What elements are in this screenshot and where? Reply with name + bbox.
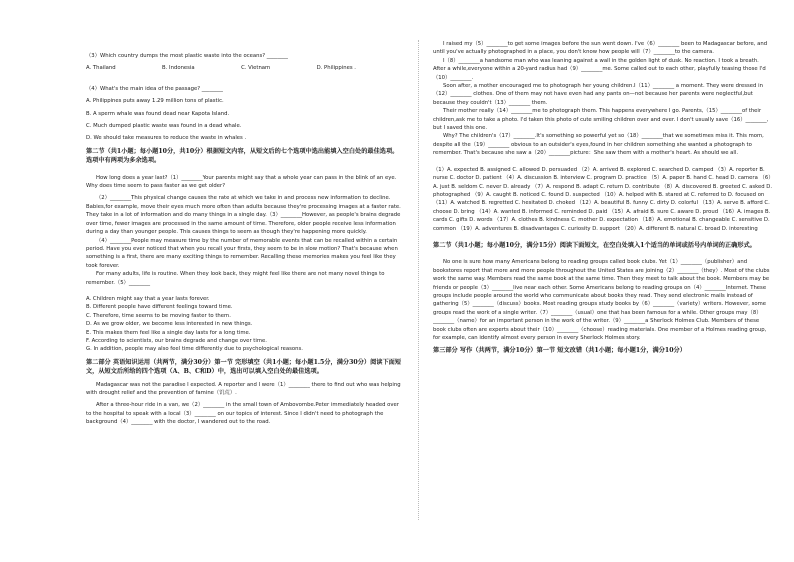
cloze-paragraph-3: I raised my（5）________to get some images before the sun went down. I've（6）________ been to Madagascar before, and until you've actually photographed in a place, you don't know how people will（7）________to the camera. bbox=[433, 41, 768, 56]
cloze-options: （1）A. expected B. assigned C. allowed D. persuaded （2）A. arrived B. explored C. searched D. camped （3）A. reporter B. nurse C. doctor D. patient （4）A. discussion B. interview C. program D. practice （5）A. paper B. hand C. head D. camera （6）A. just B. seldom C. never D. already （7）A. respond B. adapt C. return D. contribute （8）A. discovered B. greeted C. asked D. photographed （9）A. caught B. noticed C. found D. suspected （10）A. helped with B. stared at C. referred to D. focused on （11）A. watched B. regretted C. hesitated D. choked （12）A. beautiful B. funny C. dirty D. colorful （13）A. serve B. afford C. choose D. bring （14）A. wanted B. informed C. reminded D. paid （15）A. afraid B. sure C. aware D. proud （16）A. images B. cards C. gifts D. words （17）A. clothes B. kindness C. mother D. expectation （18）A. emotional B. changeable C. sensitive D. common （19）A. adventures B. disadvantages C. curiosity D. support （20）A. different B. natural C. broad D. interesting bbox=[433, 166, 773, 232]
cloze-paragraph-5: Soon after, a mother encouraged me to photograph her young children.I（11）________ a moment. They were dressed in（12）________ clothes. One of them may not have even had any pants on—not because her parents were neglectful,but because they couldn't（13）________ them. bbox=[433, 83, 763, 106]
q3-option-d: D. Philippines . bbox=[316, 65, 356, 72]
q4-option-a: A. Philippines puts away 1.29 million tons of plastic. bbox=[86, 98, 224, 105]
q4-option-c: C. Much dumped plastic waste was found in a dead whale. bbox=[86, 123, 242, 130]
section-2-grammar-heading: 第二节（共1小题；每小题10分，满分15分）阅读下面短文，在空白处填入1个适当的单词或括号内单词的正确形式。 bbox=[433, 241, 756, 249]
right-column bbox=[433, 0, 773, 562]
choice-c: C. Therefore, time seems to be moving faster to them. bbox=[86, 312, 231, 319]
passage-paragraph-1: How long does a year last?（1）________Your parents might say that a whole year can pass in the blink of an eye. Why does time seem to pass faster as we get older? bbox=[86, 174, 397, 190]
part-2-heading: 第二部分 英语知识运用（共两节，满分30分）第一节 完形填空（共1小题；每小题1.5分，满分30分）阅读下面短文，从短文后所给的四个选项（A、B、C和D）中，选出可以填入空白处的最佳选项。 bbox=[86, 358, 402, 376]
choice-d: D. As we grow older, we become less interested in new things. bbox=[86, 321, 253, 328]
q3-option-a: A. Thailand bbox=[86, 65, 116, 72]
grammar-passage: No one is sure how many Americans belong to reading groups called book clubs. Yet（1）________（publisher）and bookstores report that more and more people throughout the United States are joining（2）________（they）. Most of the clubs work the same way. Members read the same book at the same time. Then they meet to talk about the book. Members may be friends or people（3）________live near each other. Some Americans belong to reading groups on（4）________Internet. These groups include people around the world who communicate about books they read. They send electronic mails instead of gathering（5）________（discuss）books. Most reading groups study books by（6）________（variety）writers. However, some groups read the work of a single writer.（7）________（usual）one that has been famous for a while. Other groups may（8）________（name）for an important person in the work of the writer.（9）________a Sherlock Holmes Club. Members of these book clubs often are experts about their（10）________（choose）reading materials. One member of a Holmes reading group, for example, can identify almost every person in every Sherlock Holmes story. bbox=[433, 259, 770, 341]
cloze-paragraph-2: After a three-hour ride in a van, we（2）________ in the small town of Ambovombe.Peter immediately headed over to the hospital to speak with a local（3）________ on our topics of interest. Since I didn't need to photograph the background（4）________ with the doctor, I wandered out to the road. bbox=[86, 402, 399, 426]
cloze-paragraph-1: Madagascar was not the paradise I expected. A reporter and I were（1）________ there to find out who was helping with drought relief and the prevention of famine（饥荒）. bbox=[86, 381, 401, 396]
choice-e: E. This makes them feel like a single day lasts for a long time. bbox=[86, 329, 251, 336]
q4-option-b: B. A sperm whale was found dead near Kapota Island. bbox=[86, 110, 230, 117]
choice-b: B. Different people have different feelings toward time. bbox=[86, 304, 233, 311]
q4-option-d: D. We should take measures to reduce the waste in whales . bbox=[86, 135, 247, 142]
question-4: （4）What's the main idea of the passage? ________ bbox=[86, 85, 223, 92]
left-column bbox=[86, 0, 404, 562]
part-3-heading: 第三部分 写作（共两节，满分10分）第一节 短文改错（共1小题；每小题1分，满分10分） bbox=[433, 347, 686, 355]
q3-option-b: B. Indonesia bbox=[162, 65, 195, 72]
choice-g: G. In addition, people may also feel time differently due to psychological reasons. bbox=[86, 346, 303, 353]
passage-paragraph-3: （4）________People may measure time by the number of memorable events that can be recalled within a certain period. Have you ever noticed that when you recall your firsts, they seem to be in slow motion? That's because when something is a first, there are many exciting things to remember. Recalling these memories makes you feel like they took forever. bbox=[86, 237, 398, 269]
q3-option-c: C. Vietnam bbox=[241, 65, 271, 72]
choice-a: A. Children might say that a year lasts forever. bbox=[86, 295, 210, 302]
cloze-paragraph-7: Why? The children's（17）________.It's something so powerful yet so（18）________that we sometimes miss it. This mom, despite all the（19）________ obvious to an outsider's eyes,found in her children something she wanted a photograph to remember. That's because she saw a（20）________picture：She saw them with a mother's heart. As should we all. bbox=[433, 133, 764, 157]
passage-paragraph-4: For many adults, life is routine. When they look back, they might feel like there are not many novel things to remember.（5）________ bbox=[86, 271, 385, 286]
cloze-paragraph-4: I（8）________a handsome man who was leaning against a wall in the golden light of dusk. No reaction. I took a breath. After a while,everyone within a 20-yard radius had（9）________me. Some called out to each other, playfully teasing those I'd（10）________. bbox=[433, 57, 766, 81]
cloze-paragraph-6: Their mother really（14）________me to photograph them. This happens everywhere I go. Parents,（15）________of their children,ask me to take a photo. I'd taken this photo of cute smiling children over and over. I don't usually save（16）________, but I saved this one. bbox=[433, 108, 769, 132]
question-3: （3）Which country dumps the most plastic waste into the oceans? ________ bbox=[86, 53, 288, 59]
question-3-options bbox=[86, 64, 356, 72]
column-divider bbox=[418, 40, 419, 520]
section-2-heading: 第二节（共1小题；每小题10分，共10分）根据短文内容，从短文后的七个选项中选出能填入空白处的最佳选项。选项中有两项为多余选项。 bbox=[86, 147, 399, 165]
passage-paragraph-2: （2）________This physical change causes the rate at which we take in and process new information to decline. Babies,for example, move their eyes much more often than adults because they're processing images at a faster rate. They take in a lot of information and do many things in a single day.（3）________However, as people's brains degrade over time, fewer images are processed in the same amount of time. Therefore, older people receive less information during a day than younger people. This causes things to seem as though they're happening more quickly. bbox=[86, 195, 401, 236]
choice-f: F. According to scientists, our brains degrade and change over time. bbox=[86, 337, 267, 344]
